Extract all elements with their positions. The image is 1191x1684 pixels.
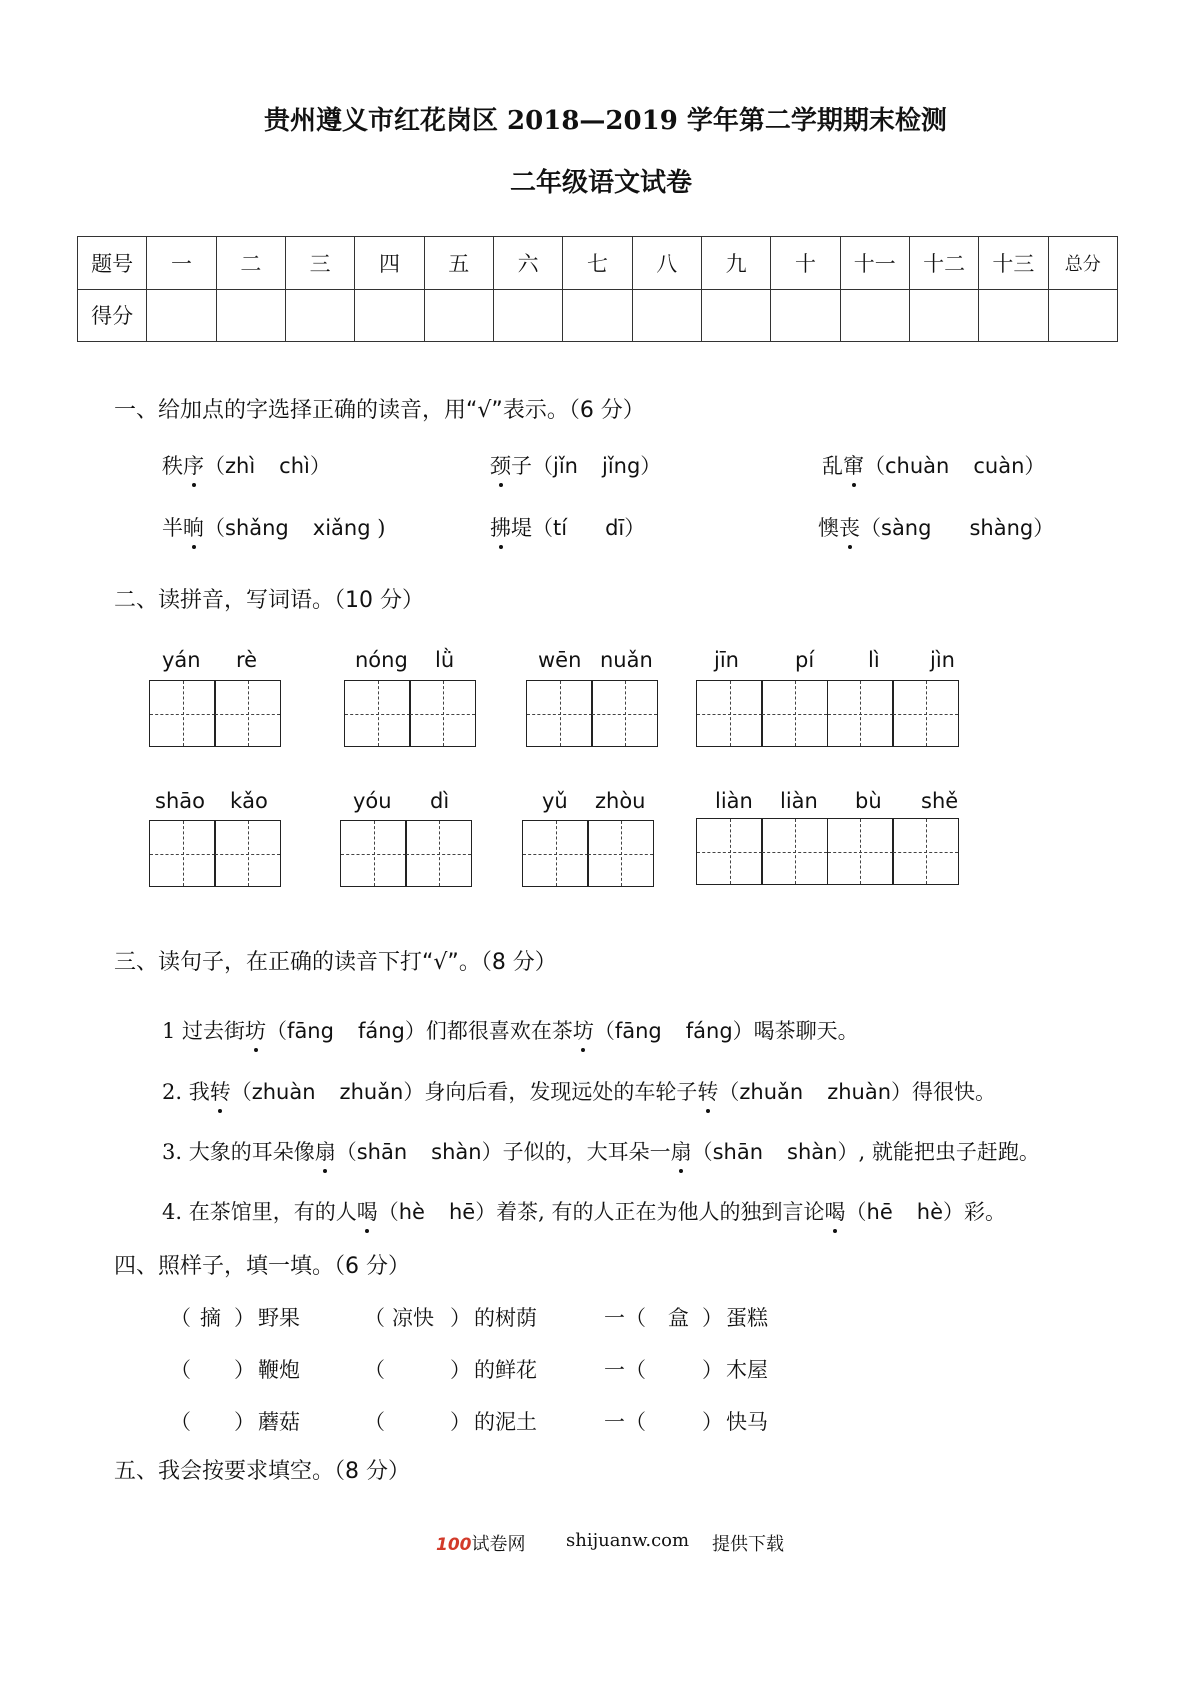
pinyin-option[interactable]: chì <box>279 454 310 478</box>
pinyin-option[interactable]: jǐn <box>553 454 578 478</box>
paren-close: ） <box>450 1358 471 1382</box>
writing-grid <box>149 820 280 887</box>
q4-measure-prefix: 一（ <box>604 1306 646 1330</box>
paren-open: （ <box>364 1358 385 1382</box>
dotted-char: 丧 <box>839 512 860 542</box>
writing-cell[interactable] <box>591 680 658 747</box>
pinyin-option[interactable]: shàn <box>431 1140 482 1164</box>
score-cell[interactable] <box>701 289 770 342</box>
writing-cell[interactable] <box>149 680 216 747</box>
q5-heading: 五、我会按要求填空。（8 分） <box>114 1459 410 1484</box>
dotted-char: 坊 <box>245 1015 266 1045</box>
column-header: 三 <box>285 237 354 290</box>
paren-close: ） <box>702 1358 723 1382</box>
q1-item: 乱窜（chuàn cuàn） <box>822 450 1045 480</box>
score-cell[interactable] <box>563 289 632 342</box>
writing-grid <box>149 680 280 747</box>
score-cell[interactable] <box>147 289 216 342</box>
writing-cell[interactable] <box>149 820 216 887</box>
score-cell[interactable] <box>216 289 285 342</box>
writing-grid <box>344 680 475 747</box>
q1-char: 子 <box>511 454 532 478</box>
pinyin-label: jìn <box>930 648 955 672</box>
site-name: 试卷网 <box>471 1534 526 1555</box>
pinyin-option[interactable]: shān <box>356 1140 408 1164</box>
writing-cell[interactable] <box>526 680 593 747</box>
score-cell-total[interactable] <box>1048 289 1117 342</box>
q4-measure-prefix: 一（ <box>604 1410 646 1434</box>
q4-example-fill: 摘 <box>200 1306 221 1330</box>
writing-cell[interactable] <box>761 818 828 885</box>
column-header: 九 <box>701 237 770 290</box>
paren-close: ） <box>702 1410 723 1434</box>
score-cell[interactable] <box>355 289 424 342</box>
paren-open: （ <box>364 1410 385 1434</box>
paren-close: ） <box>234 1306 255 1330</box>
pinyin-label: jīn <box>714 648 739 672</box>
q4-word: 的鲜花 <box>474 1358 537 1382</box>
pinyin-label: nóng <box>355 648 408 672</box>
score-cell[interactable] <box>909 289 978 342</box>
writing-grid <box>522 820 653 887</box>
score-row <box>78 289 1118 342</box>
writing-cell[interactable] <box>696 680 763 747</box>
column-header: 五 <box>424 237 493 290</box>
q4-word: 木屋 <box>726 1358 768 1382</box>
question-number-row <box>78 237 1118 290</box>
q1-char: 堤 <box>511 516 532 540</box>
q1-char: 懊 <box>818 516 839 540</box>
q3-heading: 三、读句子，在正确的读音下打“√”。（8 分） <box>114 950 557 975</box>
writing-cell[interactable] <box>522 820 589 887</box>
column-header: 十 <box>771 237 840 290</box>
pinyin-option[interactable]: fāng <box>614 1019 662 1043</box>
pinyin-option[interactable]: zhuàn <box>827 1080 892 1104</box>
page-footer <box>436 1530 526 1556</box>
pinyin-option[interactable]: chuàn <box>885 454 950 478</box>
writing-cell[interactable] <box>761 680 828 747</box>
pinyin-label: bù <box>855 789 882 813</box>
pinyin-label: nuǎn <box>600 648 653 672</box>
score-cell[interactable] <box>424 289 493 342</box>
dotted-char: 喝 <box>357 1196 378 1226</box>
pinyin-option[interactable]: zhì <box>225 454 256 478</box>
column-header-total: 总分 <box>1048 237 1117 290</box>
pinyin-label: lì <box>868 648 880 672</box>
column-header: 一 <box>147 237 216 290</box>
dotted-char: 颈 <box>490 450 511 480</box>
pinyin-label: liàn <box>780 789 818 813</box>
pinyin-label: wēn <box>538 648 582 672</box>
q2-heading: 二、读拼音，写词语。（10 分） <box>114 588 424 613</box>
paren-close: ） <box>702 1306 723 1330</box>
q3-sentence-3: 3. 大象的耳朵像扇（shān shàn）子似的，大耳朵一扇（shān shàn）, 就能把虫子赶跑。 <box>162 1136 1040 1166</box>
column-header: 八 <box>632 237 701 290</box>
writing-cell[interactable] <box>696 818 763 885</box>
dotted-char: 序 <box>183 450 204 480</box>
column-header: 七 <box>563 237 632 290</box>
q3-sentence-2: 2. 我转（zhuàn zhuǎn）身向后看，发现远处的车轮子转（zhuǎn zhuàn）得很快。 <box>162 1076 996 1106</box>
pinyin-option[interactable]: xiǎng <box>312 516 371 540</box>
pinyin-option[interactable]: zhuǎn <box>339 1080 404 1104</box>
pinyin-label: shě <box>921 789 959 813</box>
q4-example-fill: 凉快 <box>392 1306 434 1330</box>
paren-open: （ <box>364 1306 385 1330</box>
row-label: 得分 <box>78 289 147 342</box>
writing-cell[interactable] <box>344 680 411 747</box>
writing-cell[interactable] <box>892 818 959 885</box>
dotted-char: 转 <box>210 1076 231 1106</box>
q1-item: 半晌（shǎng xiǎng ) <box>162 512 385 542</box>
pinyin-option[interactable]: shān <box>712 1140 764 1164</box>
dotted-char: 坊 <box>573 1015 594 1045</box>
dotted-char: 扇 <box>671 1136 692 1166</box>
q1-char: 秩 <box>162 454 183 478</box>
writing-cell[interactable] <box>409 680 476 747</box>
score-cell[interactable] <box>771 289 840 342</box>
q3-sentence-4: 4. 在茶馆里，有的人喝（hè hē）着茶, 有的人正在为他人的独到言论喝（hē hè）彩。 <box>162 1196 1006 1226</box>
paren-open: （ <box>170 1358 191 1382</box>
exam-subtitle: 二年级语文试卷 <box>510 168 693 198</box>
site-logo: 100 <box>436 1535 472 1555</box>
score-table <box>77 236 1118 342</box>
q1-item: 秩序（zhì chì） <box>162 450 331 480</box>
dotted-char: 拂 <box>490 512 511 542</box>
pinyin-label: yán <box>162 648 201 672</box>
pinyin-option[interactable]: shàn <box>787 1140 838 1164</box>
pinyin-label: rè <box>236 648 258 672</box>
pinyin-option[interactable]: tí <box>553 516 568 540</box>
q1-item: 拂堤（tí dī） <box>490 512 645 542</box>
q4-word: 蘑菇 <box>258 1410 300 1434</box>
q4-word: 蛋糕 <box>726 1306 768 1330</box>
row-label: 题号 <box>78 237 147 290</box>
q1-char: 半 <box>162 516 183 540</box>
paren-close: ） <box>234 1410 255 1434</box>
q4-example-fill: 盒 <box>668 1306 689 1330</box>
pinyin-option[interactable]: hè <box>398 1200 425 1224</box>
exam-title: 贵州遵义市红花岗区 2018—2019 学年第二学期期末检测 <box>264 106 947 136</box>
pinyin-option[interactable]: hè <box>916 1200 944 1224</box>
dotted-char: 晌 <box>183 512 204 542</box>
writing-cell[interactable] <box>892 680 959 747</box>
q1-item: 懊丧（sàng shàng） <box>818 512 1054 542</box>
q4-measure-prefix: 一（ <box>604 1358 646 1382</box>
writing-grid <box>526 680 657 747</box>
dotted-char: 扇 <box>315 1136 336 1166</box>
writing-cell[interactable] <box>827 680 894 747</box>
pinyin-option[interactable]: jǐng <box>601 454 641 478</box>
paren-open: （ <box>170 1410 191 1434</box>
pinyin-label: pí <box>795 648 815 672</box>
writing-cell[interactable] <box>214 820 281 887</box>
column-header: 二 <box>216 237 285 290</box>
writing-cell[interactable] <box>214 680 281 747</box>
q1-item: 颈子（jǐn jǐng） <box>490 450 661 480</box>
q4-word: 野果 <box>258 1306 300 1330</box>
score-cell[interactable] <box>493 289 562 342</box>
score-cell[interactable] <box>840 289 909 342</box>
writing-grid <box>696 818 958 885</box>
site-url[interactable]: shijuanw.com <box>566 1530 690 1551</box>
pinyin-option[interactable]: hē <box>448 1200 476 1224</box>
column-header: 四 <box>355 237 424 290</box>
pinyin-option[interactable]: fáng <box>357 1019 405 1043</box>
paren-close: ） <box>450 1306 471 1330</box>
pinyin-label: shāo <box>155 789 205 813</box>
q4-word: 的泥土 <box>474 1410 537 1434</box>
pinyin-option[interactable]: hē <box>866 1200 893 1224</box>
pinyin-option[interactable]: fāng <box>287 1019 334 1043</box>
writing-cell[interactable] <box>587 820 654 887</box>
dotted-char: 窜 <box>843 450 864 480</box>
pinyin-option[interactable]: zhuàn <box>251 1080 316 1104</box>
writing-cell[interactable] <box>827 818 894 885</box>
q3-sentence-1: 1 过去街坊（fāng fáng）们都很喜欢在茶坊（fāng fáng）喝茶聊天。 <box>162 1015 859 1045</box>
pinyin-option[interactable]: cuàn <box>973 454 1025 478</box>
pinyin-option[interactable]: shàng <box>969 516 1034 540</box>
writing-cell[interactable] <box>340 820 407 887</box>
q1-char: 乱 <box>822 454 843 478</box>
score-cell[interactable] <box>979 289 1048 342</box>
pinyin-label: dì <box>430 789 450 813</box>
pinyin-label: lǜ <box>435 648 455 672</box>
column-header: 十二 <box>909 237 978 290</box>
q4-word: 快马 <box>726 1410 768 1434</box>
paren-close: ） <box>450 1410 471 1434</box>
pinyin-option[interactable]: fáng <box>685 1019 733 1043</box>
score-cell[interactable] <box>632 289 701 342</box>
pinyin-option[interactable]: shǎng <box>225 516 289 540</box>
score-cell[interactable] <box>285 289 354 342</box>
pinyin-label: liàn <box>715 789 753 813</box>
q4-heading: 四、照样子，填一填。（6 分） <box>114 1254 410 1279</box>
download-note: 提供下载 <box>712 1534 784 1555</box>
q4-word: 的树荫 <box>474 1306 537 1330</box>
q1-heading: 一、给加点的字选择正确的读音，用“√”表示。（6 分） <box>114 398 645 423</box>
pinyin-label: yǔ <box>542 789 568 813</box>
writing-grid <box>696 680 958 747</box>
pinyin-label: yóu <box>353 789 392 813</box>
pinyin-label: zhòu <box>595 789 646 813</box>
writing-grid <box>340 820 471 887</box>
column-header: 六 <box>493 237 562 290</box>
writing-cell[interactable] <box>405 820 472 887</box>
dotted-char: 转 <box>697 1076 718 1106</box>
q4-word: 鞭炮 <box>258 1358 300 1382</box>
paren-close: ） <box>234 1358 255 1382</box>
pinyin-option[interactable]: dī <box>605 516 625 540</box>
pinyin-option[interactable]: sàng <box>881 516 932 540</box>
paren-open: （ <box>170 1306 191 1330</box>
pinyin-option[interactable]: zhuǎn <box>739 1080 804 1104</box>
column-header: 十一 <box>840 237 909 290</box>
dotted-char: 喝 <box>825 1196 846 1226</box>
column-header: 十三 <box>979 237 1048 290</box>
pinyin-label: kǎo <box>230 789 268 813</box>
